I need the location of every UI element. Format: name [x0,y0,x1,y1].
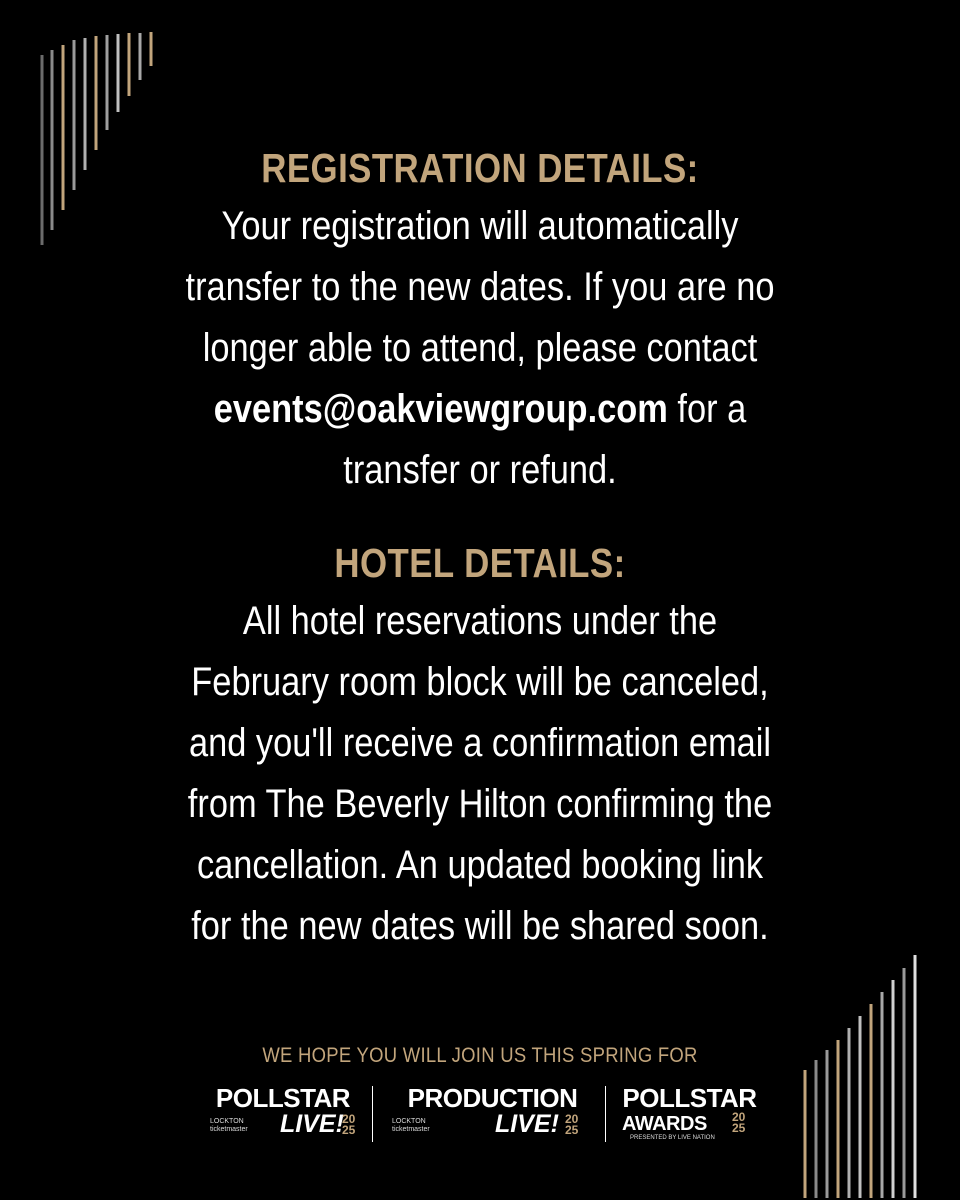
pollstar-awards-sponsor: PRESENTED BY LIVE NATION [630,1135,715,1141]
logo-divider [372,1086,373,1142]
production-live-logo-bottom: LIVE! [495,1110,559,1138]
registration-line-5: transfer or refund. [343,448,617,492]
registration-line-4-suffix: for a [667,387,747,431]
registration-line-2: transfer to the new dates. If you are no [185,265,775,309]
hotel-line-1: All hotel reservations under the [242,599,718,643]
production-live-sponsors: LOCKTON ticketmaster [392,1118,430,1133]
pollstar-live-logo [208,1084,358,1144]
production-live-logo [390,1084,595,1144]
pollstar-live-sponsors: LOCKTON ticketmaster [210,1118,248,1133]
footer-tagline: WE HOPE YOU WILL JOIN US THIS SPRING FOR [262,1044,698,1067]
pollstar-live-logo-bottom: LIVE! [280,1110,344,1138]
footer [0,1044,960,1141]
registration-paragraph [136,196,824,501]
registration-line-4 [136,379,824,440]
hotel-line-4: from The Beverly Hilton confirming the [187,782,773,826]
hotel-line-3: and you'll receive a confirmation email [188,721,772,765]
event-logos [200,1084,760,1144]
pollstar-live-logo-year: 20 25 [342,1112,356,1137]
hotel-line-6: for the new dates will be shared soon. [191,904,769,948]
registration-heading: REGISTRATION DETAILS: [261,145,699,191]
pollstar-awards-logo-top: POLLSTAR [622,1083,757,1113]
logo-divider [605,1086,606,1142]
production-live-logo-year: 20 25 [565,1112,579,1137]
registration-line-3: longer able to attend, please contact [202,326,758,370]
pollstar-awards-logo-year: 20 25 [732,1110,746,1135]
corner-line-decoration-bottom-right [800,950,925,1200]
production-live-logo-top: PRODUCTION [407,1083,578,1113]
pollstar-live-logo-top: POLLSTAR [215,1083,351,1113]
pollstar-awards-logo [622,1084,757,1144]
hotel-line-2: February room block will be canceled, [191,660,769,704]
announcement-body [0,140,960,957]
hotel-paragraph [136,591,824,957]
pollstar-awards-logo-bottom: AWARDS [622,1113,707,1135]
hotel-line-5: cancellation. An updated booking link [196,843,764,887]
contact-email[interactable]: events@oakviewgroup.com [213,387,668,431]
hotel-heading: HOTEL DETAILS: [334,540,626,586]
registration-line-1: Your registration will automatically [221,204,739,248]
